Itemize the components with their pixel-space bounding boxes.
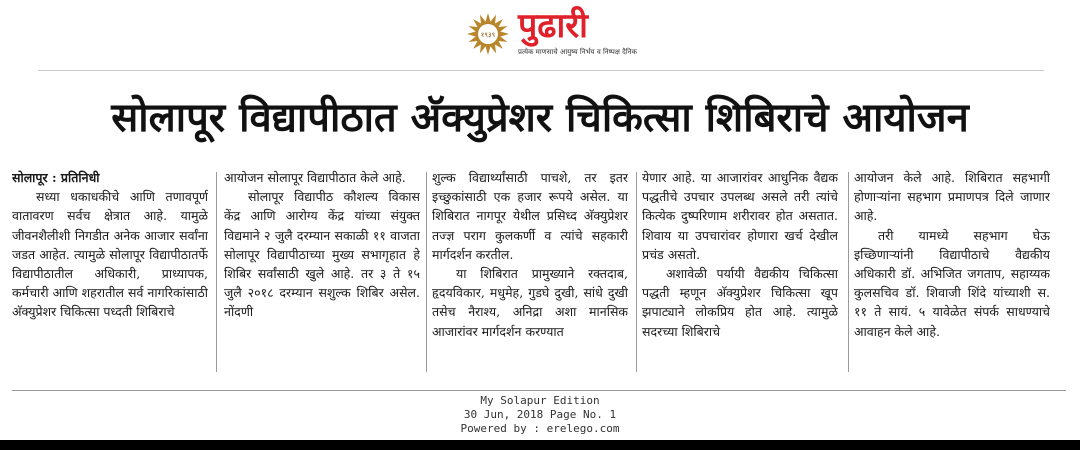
article-paragraph: तरी यामध्ये सहभाग घेऊ इच्छिणाऱ्यांनी विद्यापीठाचे वैद्यकीय अधिकारी डॉ. अभिजित जगताप, सहाय्यक कुलसचिव डॉ. शिवाजी शिंदे यांच्याशी स. ११ ते सायं. ५ यावेळेत संपर्क साधण्याचे आवाहन केले आहे. — [854, 227, 1050, 339]
column-divider — [216, 172, 217, 372]
footer-divider — [12, 390, 1066, 391]
column-divider — [426, 172, 427, 372]
powered-by-link[interactable]: Powered by : erelego.com — [460, 422, 620, 435]
article-paragraph: आयोजन सोलापूर विद्यापीठात केले आहे. — [224, 170, 406, 185]
article-byline: सोलापूर : प्रतिनिधी — [12, 170, 100, 185]
logo-tagline: प्रत्येक माणसाचे आयुष्य निर्भय व निष्पक्ष दैनिक — [518, 48, 637, 56]
article-paragraph: शुल्क विद्यार्थ्यांसाठी पाचशे, तर इतर इच्छुकांसाठी एक हजार रूपये असेल. या शिबिरात नागपूर येथील प्रसिध्द अ‍ॅक्युप्रेशर तज्ज्ञ पराग कुलकर्णी व त्यांचे सहकारी मार्गदर्शन करतील. — [432, 170, 628, 262]
article-paragraph: येणार आहे. या आजारांवर आधुनिक वैद्यक पद्धतीचे उपचार उपलब्ध असले तरी त्यांचे कित्येक दुष्परिणाम शरीरावर होत असतात. शिवाय या उपचारांवर होणारा खर्च देखील प्रचंड असतो. — [642, 170, 838, 262]
sun-emblem-icon — [466, 12, 510, 56]
article-column-3 — [432, 168, 628, 374]
article-body — [12, 168, 1066, 388]
article-paragraph: आयोजन केले आहे. शिबिरात सहभागी होणाऱ्यांना सहभाग प्रमाणपत्र दिले जाणार आहे. — [854, 170, 1050, 224]
header-divider — [38, 70, 1044, 71]
column-divider — [636, 172, 637, 372]
emblem-ray — [467, 32, 475, 37]
masthead — [0, 0, 1080, 72]
article-paragraph: सोलापूर विद्यापीठ कौशल्य विकास केंद्र आणि आरोग्य केंद्र यांच्या संयुक्त विद्यमाने २ जुलै दरम्यान सकाळी ११ वाजता सोलापूर विद्यापीठाच्या मुख्य सभागृहात हे शिबिर सर्वांसाठी खुले आहे. तर ३ ते १५ जुलै २०१८ दरम्यान सशुल्क शिबिर असेल. नोंदणी — [224, 189, 420, 320]
newspaper-logo[interactable] — [466, 6, 637, 60]
svg-text:१९३९: १९३९ — [480, 31, 496, 39]
article-column-4 — [642, 168, 838, 374]
article-column-1 — [12, 168, 208, 374]
bottom-bar — [0, 440, 1080, 450]
column-divider — [848, 172, 849, 372]
emblem-ray — [486, 13, 491, 21]
article-paragraph: सध्या धकाधकीचे आणि तणावपूर्ण वातावरण सर्वच क्षेत्रात आहे. यामुळे जीवनशैलीशी निगडीत अनेक आजार सर्वांना जडत आहेत. त्यामुळे सोलापूर विद्यापीठातर्फे विद्यापीठातील अधिकारी, प्राध्यापक, कर्मचारी आणि शहरातील सर्व नागरिकांसाठी अ‍ॅक्युप्रेशर चिकित्सा पध्दती शिबिराचे — [12, 189, 208, 320]
logo-name: पुढारी — [518, 6, 588, 46]
edition-date-page: 30 Jun, 2018 Page No. 1 — [463, 408, 617, 421]
edition-footer — [0, 394, 1080, 436]
emblem-ray — [486, 47, 491, 55]
article-column-2 — [224, 168, 420, 374]
emblem-ray — [501, 32, 509, 37]
article-headline: सोलापूर विद्यापीठात अ‍ॅक्युप्रेशर चिकित्सा शिबिराचे आयोजन — [111, 95, 969, 141]
article-paragraph: या शिबिरात प्रामुख्याने रक्तदाब, हृदयविकार, मधुमेह, गुडघे दुखी, सांधे दुखी तसेच नैराश्य, अनिद्रा अशा मानसिक आजारांवर मार्गदर्शन करण्यात — [432, 266, 628, 339]
edition-name: My Solapur Edition — [480, 394, 600, 407]
article-column-5 — [854, 168, 1050, 374]
article-paragraph: अशावेळी पर्यायी वैद्यकीय चिकित्सा पद्धती म्हणून अ‍ॅक्युप्रेशर चिकित्सा खूप झपाट्याने लोकप्रिय होत आहे. त्यामुळे सदरच्या शिबिराचे — [642, 266, 838, 339]
